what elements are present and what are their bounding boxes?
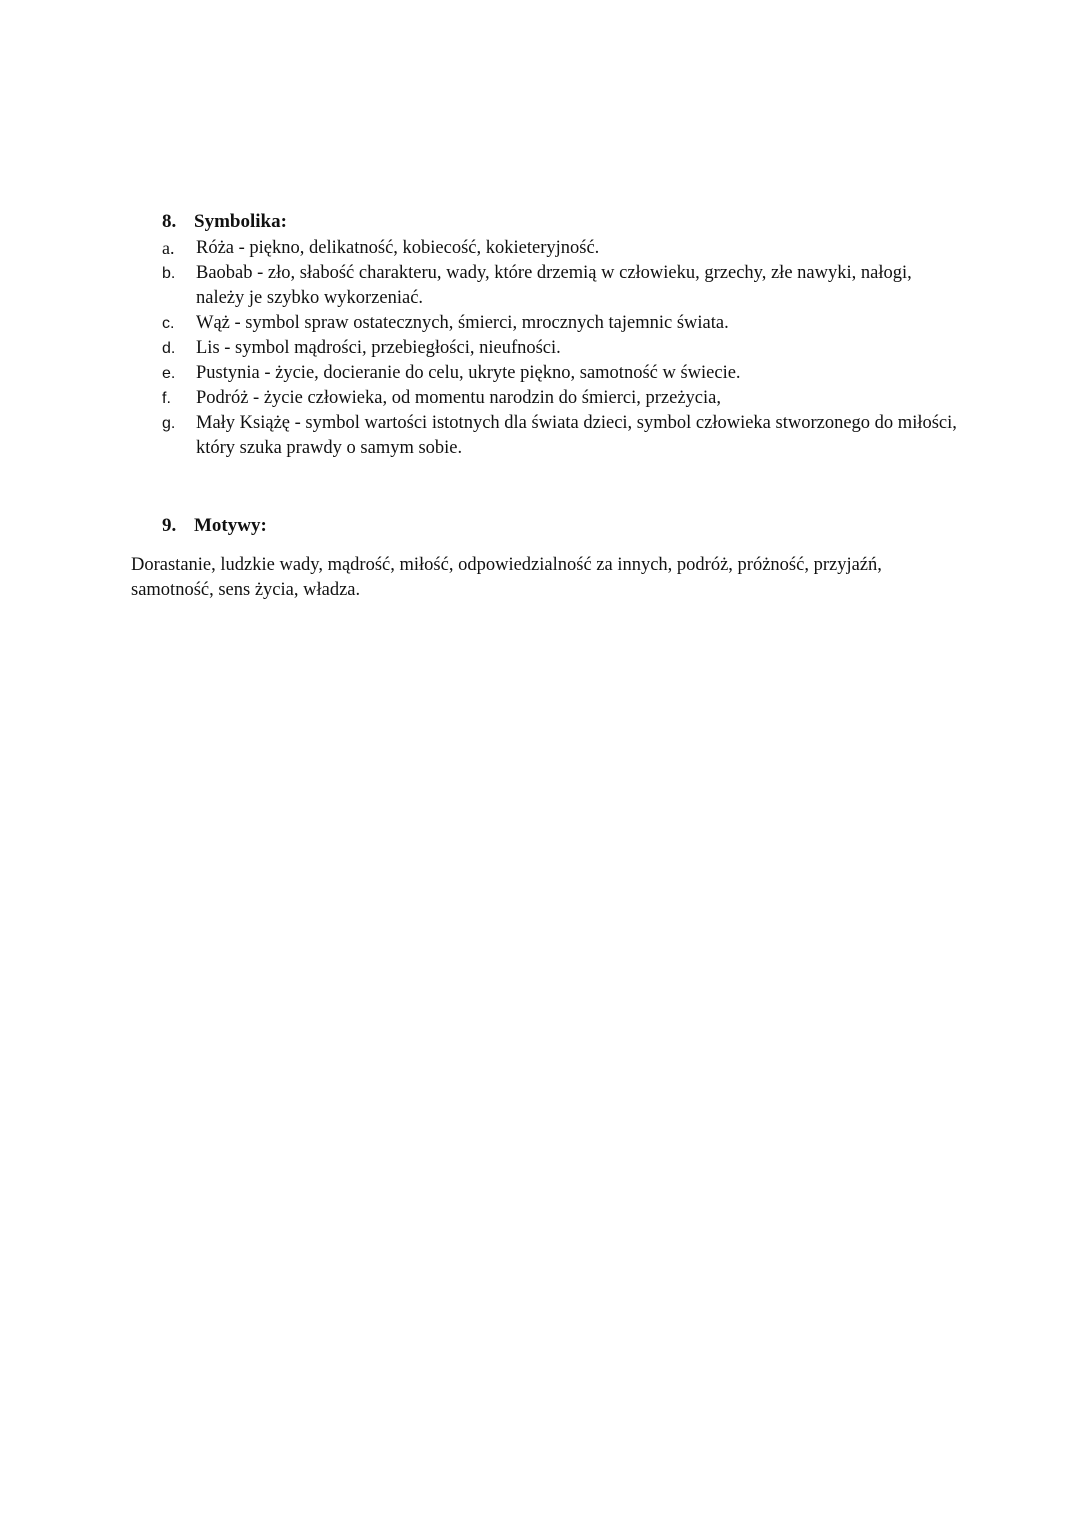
list-item-text: Lis - symbol mądrości, przebiegłości, nieufności.	[196, 338, 561, 358]
section-8-title: Symbolika:	[194, 211, 287, 232]
list-item-marker: e.	[162, 365, 176, 382]
section-9-title: Motywy:	[194, 515, 267, 536]
list-item-marker: b.	[162, 265, 176, 282]
list-item-marker: c.	[162, 315, 175, 332]
list-item	[162, 236, 962, 261]
list-item-marker: f.	[162, 390, 171, 407]
section-8-number: 8.	[162, 211, 177, 232]
list-item-marker: d.	[162, 340, 176, 357]
motywy-paragraph: Dorastanie, ludzkie wady, mądrość, miłość, odpowiedzialność za innych, podróż, próżność, przyjaźń, samotność, sens życia, władza.	[131, 555, 882, 600]
list-item	[162, 261, 962, 311]
list-item-marker: g.	[162, 415, 176, 432]
section-9-number: 9.	[162, 515, 177, 536]
list-item	[162, 386, 962, 411]
list-item	[162, 336, 962, 361]
list-item	[162, 311, 962, 336]
symbolika-list	[162, 236, 962, 461]
list-item-text: Mały Książę - symbol wartości istotnych dla świata dzieci, symbol człowieka stworzonego do miłości, który szuka prawdy o samym sobie.	[196, 413, 957, 458]
list-item-marker: a.	[162, 238, 175, 258]
list-item-text: Podróż - życie człowieka, od momentu narodzin do śmierci, przeżycia,	[196, 388, 721, 408]
list-item-text: Róża - piękno, delikatność, kobiecość, kokieteryjność.	[196, 238, 600, 258]
list-item-text: Pustynia - życie, docieranie do celu, ukryte piękno, samotność w świecie.	[196, 363, 741, 383]
section-8-heading	[162, 210, 287, 234]
list-item-text: Baobab - zło, słabość charakteru, wady, które drzemią w człowieku, grzechy, złe nawyki, nałogi, należy je szybko wykorzeniać.	[196, 263, 912, 308]
section-9-heading	[162, 514, 267, 538]
list-item-text: Wąż - symbol spraw ostatecznych, śmierci, mrocznych tajemnic świata.	[196, 313, 729, 333]
list-item	[162, 411, 962, 461]
list-item	[162, 361, 962, 386]
